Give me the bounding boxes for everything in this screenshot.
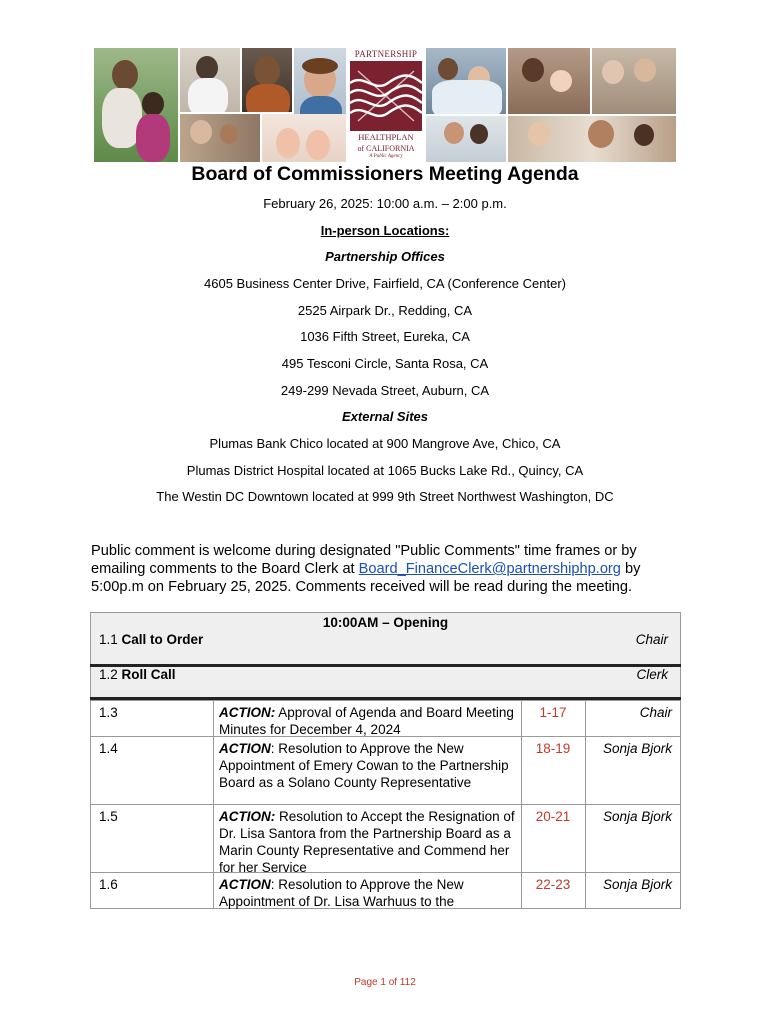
elder-photo [180, 114, 260, 162]
opening-section-title: 10:00AM – Opening [322, 615, 449, 630]
public-comment-paragraph [91, 542, 681, 596]
item-number: 1.4 [99, 741, 118, 756]
logo-tagline: A Public Agency [369, 154, 403, 159]
agenda-items [90, 700, 681, 909]
logo-partnership-text: PARTNERSHIP [354, 49, 418, 59]
item-presenter: Sonja Bjork [602, 809, 672, 824]
action-label: ACTION: [219, 809, 276, 824]
office-address: 249-299 Nevada Street, Auburn, CA [280, 383, 490, 398]
item-label: Call to Order [121, 632, 204, 647]
baby-feet-photo [262, 114, 346, 162]
family-photo [94, 48, 178, 162]
item-text: Approval of Agenda and Board Meeting Minutes for December 4, 2024 [219, 705, 514, 737]
office-address: 2525 Airpark Dr., Redding, CA [297, 303, 473, 318]
item-pages[interactable]: 1-17 [539, 705, 567, 720]
partnership-logo [348, 48, 424, 162]
item-presenter: Chair [639, 705, 672, 720]
public-comment-text: Public comment is welcome during designated "Public Comments" time frames or by emailing comments to the Board Clerk at [91, 543, 637, 577]
family-group-photo [426, 48, 506, 114]
item-text: : Resolution to Approve the New Appointment of Dr. Lisa Warhuus to the [219, 877, 464, 909]
item-label: Roll Call [121, 667, 176, 682]
item-description [219, 704, 517, 736]
item-number: 1.3 [99, 705, 118, 720]
office-address: 495 Tesconi Circle, Santa Rosa, CA [281, 356, 489, 371]
item-pages[interactable]: 22-23 [535, 877, 571, 892]
external-site-address: The Westin DC Downtown located at 999 9th Street Northwest Washington, DC [156, 489, 614, 504]
item-presenter: Chair [635, 632, 668, 647]
item-text: : Resolution to Approve the New Appointment of Emery Cowan to the Partnership Board as a Solano County Representative [219, 741, 509, 790]
item-number: 1.6 [99, 877, 118, 892]
action-label: ACTION: [219, 705, 276, 720]
action-label: ACTION [219, 741, 271, 756]
external-sites-heading: External Sites [342, 409, 428, 424]
child-doctor-photo [426, 116, 506, 162]
mother-baby-photo [508, 48, 590, 114]
agenda-row [91, 700, 680, 736]
office-address: 1036 Fifth Street, Eureka, CA [300, 329, 470, 344]
page-number: Page 1 of 112 [354, 977, 416, 988]
roll-call-item [99, 667, 176, 682]
logo-wave-icon [350, 61, 422, 131]
header-photo-collage [94, 48, 676, 162]
item-presenter: Clerk [636, 667, 668, 682]
grandparents-photo [592, 48, 676, 114]
item-number: 1.2 [99, 667, 118, 682]
logo-healthplan-text: HEALTHPLAN [358, 132, 414, 142]
action-label: ACTION [219, 877, 271, 892]
item-description [219, 808, 517, 875]
agenda-row [91, 872, 680, 908]
opening-section [90, 612, 681, 666]
inperson-heading: In-person Locations: [320, 223, 450, 238]
item-text: Resolution to Accept the Resignation of Dr. Lisa Santora from the Partnership Board as a Marin County Representative and Commend her for her Service [219, 809, 515, 875]
logo-california-text: of CALIFORNIA [357, 144, 415, 153]
public-comment-text-end: by 5:00p.m on February 25, 2025. Comments received will be read during the meeting. [91, 561, 641, 595]
agenda-row [91, 736, 680, 804]
partnership-offices-heading: Partnership Offices [325, 249, 445, 264]
external-site-address: Plumas Bank Chico located at 900 Mangrove Ave, Chico, CA [209, 436, 561, 451]
office-address: 4605 Business Center Drive, Fairfield, CA (Conference Center) [204, 276, 566, 291]
dad-kids-photo [508, 116, 676, 162]
item-description [219, 740, 517, 804]
item-presenter: Sonja Bjork [602, 741, 672, 756]
call-to-order-item [99, 632, 203, 647]
item-pages[interactable]: 20-21 [535, 809, 571, 824]
man-photo [242, 48, 292, 112]
board-clerk-email-link[interactable]: Board_FinanceClerk@partnershiphp.org [358, 561, 621, 577]
roll-call-section [90, 667, 681, 697]
external-site-address: Plumas District Hospital located at 1065 Bucks Lake Rd., Quincy, CA [186, 463, 584, 478]
item-number: 1.1 [99, 632, 118, 647]
page-title: Board of Commissioners Meeting Agenda [191, 163, 579, 185]
item-pages[interactable]: 18-19 [535, 741, 571, 756]
agenda-row [91, 804, 680, 875]
meeting-datetime: February 26, 2025: 10:00 a.m. – 2:00 p.m. [263, 196, 507, 211]
doctor-photo [180, 48, 240, 112]
item-description [219, 876, 517, 908]
item-presenter: Sonja Bjork [602, 877, 672, 892]
item-number: 1.5 [99, 809, 118, 824]
